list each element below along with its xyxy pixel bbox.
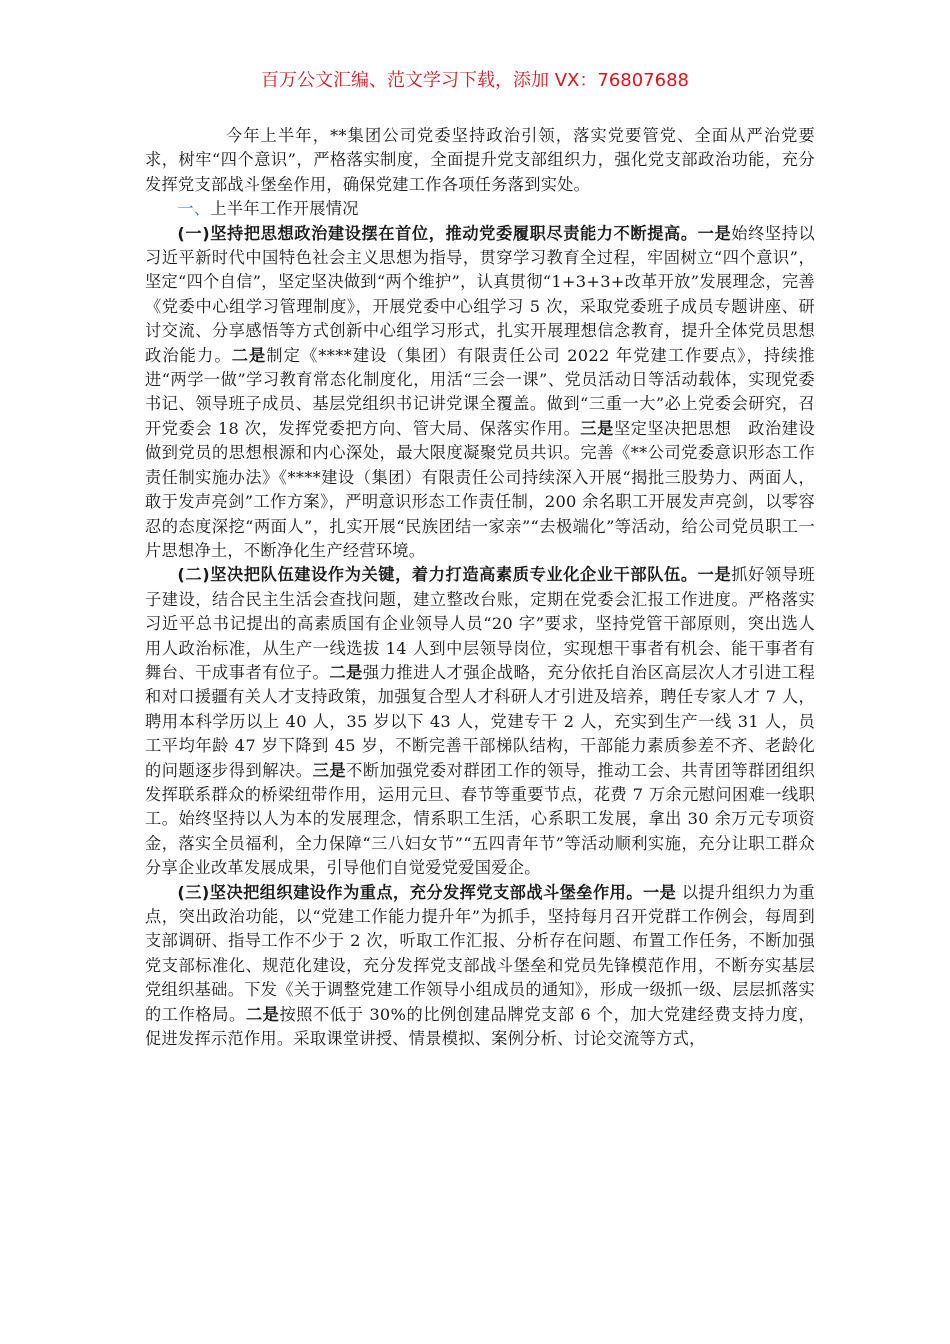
keyword: 二是: [245, 1004, 280, 1024]
item-2-text-3: 不断加强党委对群团工作的领导，推动工会、共青团等群团组织发挥联系群众的桥梁纽带作用，运用元旦、春节等重要节点，花费 7 万余元慰问困难一线职工。始终坚持以人为本的发展理念，情系职工生活，心系职工发展，拿出 30 余万元专项资金，落实全员福利，全力保障“三八妇女节”“五四青年节”等活动顺利实施，充分让职工群众分享企业改革发展成果，引导他们自觉爱党爱国爱企。: [145, 760, 815, 878]
item-2-text-2: 强力推进人才强企战略，充分依托自治区高层次人才引进工程和对口援疆有关人才支持政策，加强复合型人才科研人才引进及培养，聘任专家人才 7 人，聘用本科学历以上 40 人，35 岁以下 43 人，党建专干 2 人，充实到生产一线 31 人，员工平均年龄 47 岁下降到 45 岁，不断完善干部梯队结构，干部能力素质参差不齐、老龄化的问题逐步得到解决。: [145, 662, 815, 780]
item-3-text-1: 以提升组织力为重点，突出政治功能，以“党建工作能力提升年”为抓手，坚持每月召开党群工作例会，每周到支部调研、指导工作不少于 2 次，听取工作汇报、分析存在问题、布置工作任务，不断加强党支部标准化、规范化建设，充分发挥党支部战斗堡垒和党员先锋模范作用，不断夯实基层党组织基础。下发《关于调整党建工作领导小组成员的通知》，形成一级抓一级、层层抓落实的工作格局。: [145, 882, 815, 1024]
document-body: [145, 124, 815, 1051]
keyword: 二是: [329, 662, 363, 682]
intro-paragraph: 今年上半年，**集团公司党委坚持政治引领，落实党要管党、全面从严治党要求，树牢“四个意识”，严格落实制度，全面提升党支部组织力，强化党支部政治功能，充分发挥党支部战斗堡垒作用，确保党建工作各项任务落到实处。: [145, 126, 815, 194]
item-2-heading: (二)坚决把队伍建设作为关键，着力打造高素质专业化企业干部队伍。: [177, 565, 698, 585]
keyword: 一是: [697, 565, 732, 585]
paragraph-item-3: [145, 881, 815, 1052]
item-3-text-2: 按照不低于 30%的比例创建品牌党支部 6 个，加大党建经费支持力度，促进发挥示范作用。采取课堂讲授、情景模拟、案例分析、讨论交流等方式，: [145, 1004, 815, 1049]
keyword: 一是: [697, 223, 732, 243]
watermark-banner: 百万公文汇编、范文学习下载，添加 VX：76807688: [261, 70, 689, 91]
item-1-heading: (一)坚持把思想政治建设摆在首位，推动党委履职尽责能力不断提高。: [177, 223, 698, 243]
paragraph-item-2: [145, 563, 815, 880]
item-2-text-1: 抓好领导班子建设，结合民主生活会查找问题，建立整改台账，定期在党委会汇报工作进度。严格落实习近平总书记提出的高素质国有企业领导人员“20 字”要求，坚持党管干部原则，突出选人用人政治标准，从生产一线选拔 14 人到中层领导岗位，实现想干事者有机会、能干事者有舞台、干成事者有位子。: [145, 565, 815, 682]
section-heading: [145, 197, 815, 221]
section-number: 一、: [177, 199, 211, 219]
section-title: 上半年工作开展情况: [210, 199, 359, 219]
keyword: 二是: [231, 345, 267, 365]
item-3-heading: (三)坚决把组织建设作为重点，充分发挥党支部战斗堡垒作用。: [177, 882, 643, 902]
item-1-text-3: 坚定坚决把思想 政治建设做到党员的思想根源和内心深处，最大限度凝聚党员共识。完善《**公司党委意识形态工作责任制实施办法》《****建设（集团）有限责任公司持续深入开展“揭批三股势力、两面人，敢于发声亮剑”工作方案》，严明意识形态工作责任制，200 余名职工开展发声亮剑，以零容忍的态度深挖“两面人”，扎实开展“民族团结一家亲”“去极端化”等活动，给公司党员职工一片思想净土，不断净化生产经营环境。: [145, 418, 815, 560]
keyword: 三是: [580, 418, 614, 438]
keyword: 一是: [642, 882, 677, 902]
item-1-text-1: 始终坚持以习近平新时代中国特色社会主义思想为指导，贯穿学习教育全过程，牢固树立“四个意识”，坚定“四个自信”，坚定坚决做到“两个维护”，认真贯彻“1+3+3+改革开放”发展理念，完善《党委中心组学习管理制度》，开展党委中心组学习 5 次，采取党委班子成员专题讲座、研讨交流、分享感悟等方式创新中心组学习形式，扎实开展理想信念教育，提升全体党员思想政治能力。: [145, 223, 815, 365]
item-1-text-2: 制定《****建设（集团）有限责任公司 2022 年党建工作要点》，持续推进“两学一做”学习教育常态化制度化，用活“三会一课”、党员活动日等活动载体，实现党委书记、领导班子成员、基层党组织书记讲党课全覆盖。做到“三重一大”必上党委会研究，召开党委会 18 次，发挥党委把方向、管大局、保落实作用。: [145, 345, 815, 438]
paragraph-item-1: [145, 222, 815, 564]
keyword: 三是: [312, 760, 347, 780]
